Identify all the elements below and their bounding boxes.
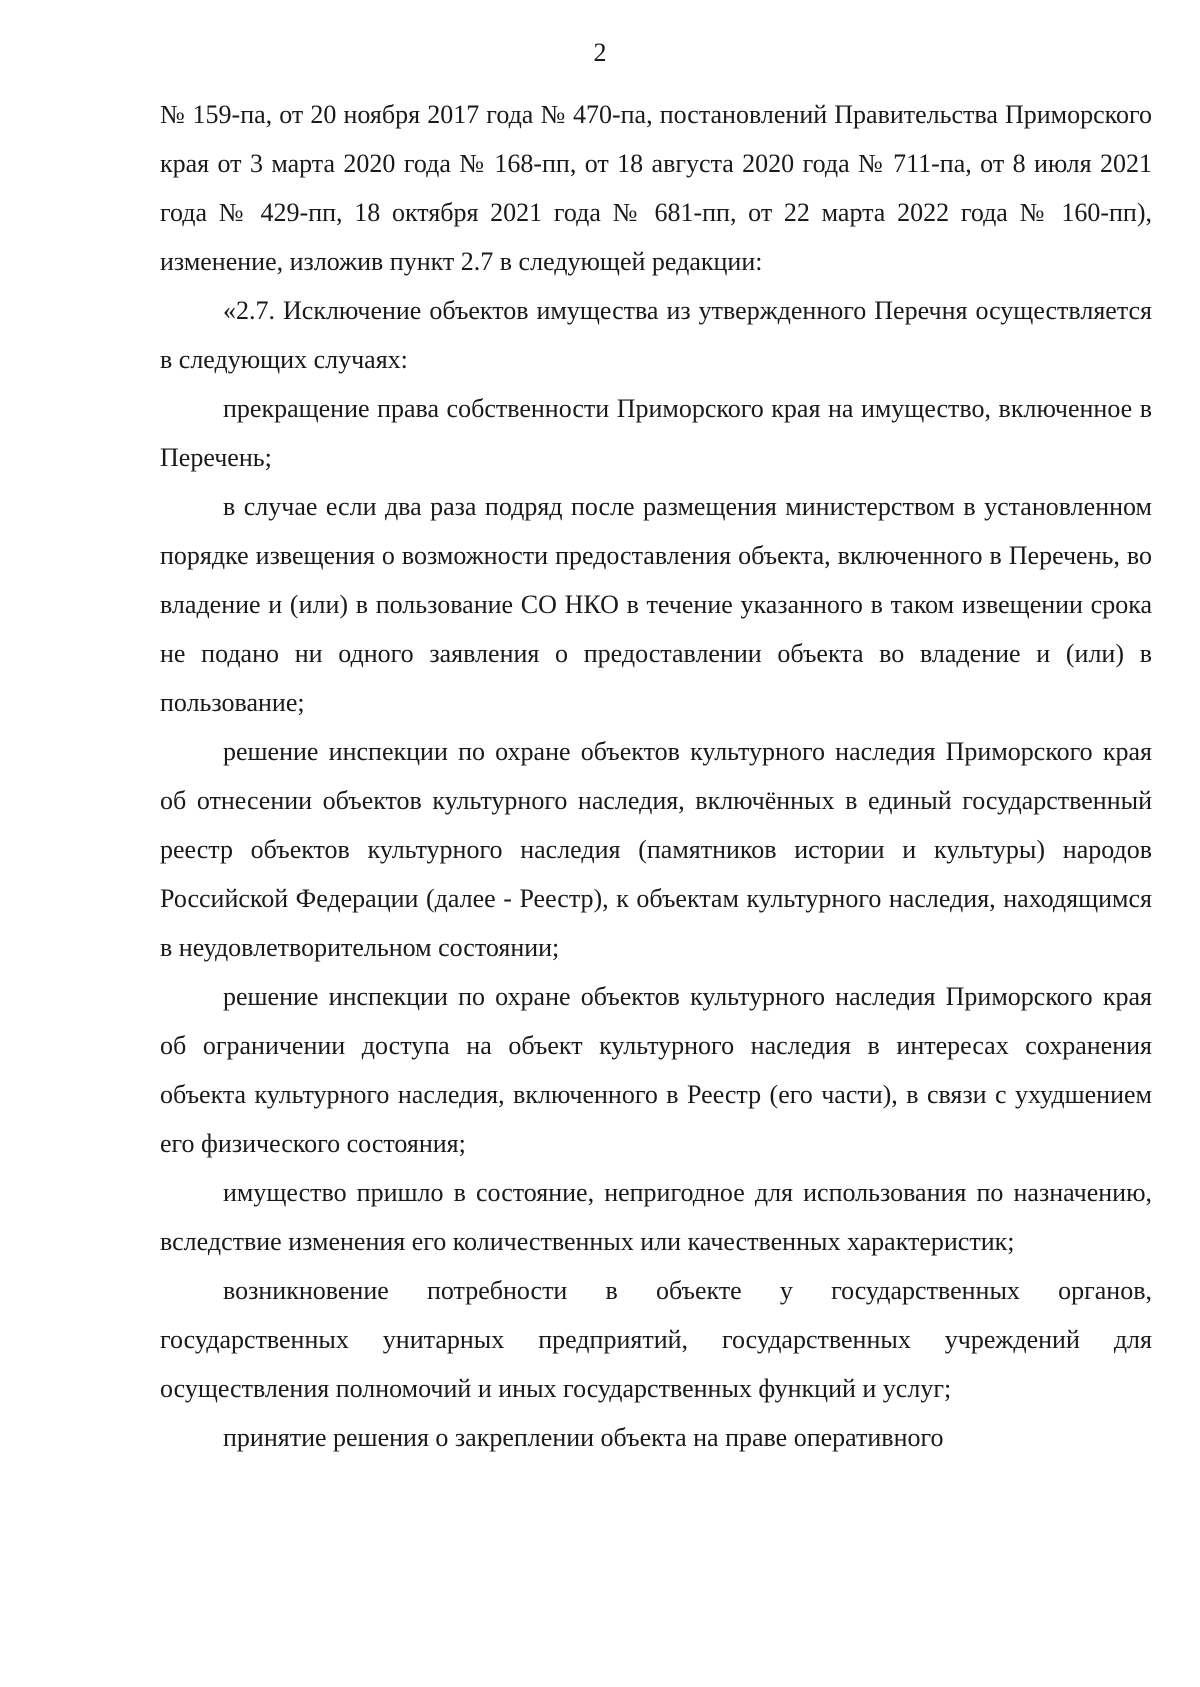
paragraph-property-unusable: имущество пришло в состояние, непригодное для использования по назначению, вследствие изменения его количественных или качественных характеристик; bbox=[160, 1178, 1152, 1256]
paragraph-ownership-termination: прекращение права собственности Приморского края на имущество, включенное в Перечень; bbox=[160, 394, 1152, 472]
paragraph-operational-management: принятие решения о закреплении объекта на праве оперативного bbox=[223, 1423, 944, 1452]
paragraph-state-need: возникновение потребности в объекте у государственных органов, государственных унитарных предприятий, государственных учреждений для осуществления полномочий и иных государственных функций и услуг; bbox=[160, 1276, 1152, 1403]
paragraph-heritage-access-restriction: решение инспекции по охране объектов культурного наследия Приморского края об ограничении доступа на объект культурного наследия в интересах сохранения объекта культурного наследия, включенного в Реестр (его части), в связи с ухудшением его физического состояния; bbox=[160, 982, 1152, 1158]
paragraph-clause-2-7: «2.7. Исключение объектов имущества из утвержденного Перечня осуществляется в следующих случаях: bbox=[160, 296, 1152, 374]
page-number: 2 bbox=[593, 38, 607, 67]
document-body bbox=[160, 90, 1152, 1462]
paragraph-continuation: № 159-па, от 20 ноября 2017 года № 470-па, постановлений Правительства Приморского края от 3 марта 2020 года № 168-пп, от 18 августа 2020 года № 711-па, от 8 июля 2021 года № 429-пп, 18 октября 2021 года № 681-пп, от 22 марта 2022 года № 160-пп), изменение, изложив пункт 2.7 в следующей редакции: bbox=[160, 100, 1152, 276]
paragraph-heritage-unsatisfactory: решение инспекции по охране объектов культурного наследия Приморского края об отнесении объектов культурного наследия, включённых в единый государственный реестр объектов культурного наследия (памятников истории и культуры) народов Российской Федерации (далее - Реестр), к объектам культурного наследия, находящимся в неудовлетворительном состоянии; bbox=[160, 737, 1152, 962]
paragraph-no-applications: в случае если два раза подряд после размещения министерством в установленном порядке извещения о возможности предоставления объекта, включенного в Перечень, во владение и (или) в пользование СО НКО в течение указанного в таком извещении срока не подано ни одного заявления о предоставлении объекта во владение и (или) в пользование; bbox=[160, 492, 1152, 717]
